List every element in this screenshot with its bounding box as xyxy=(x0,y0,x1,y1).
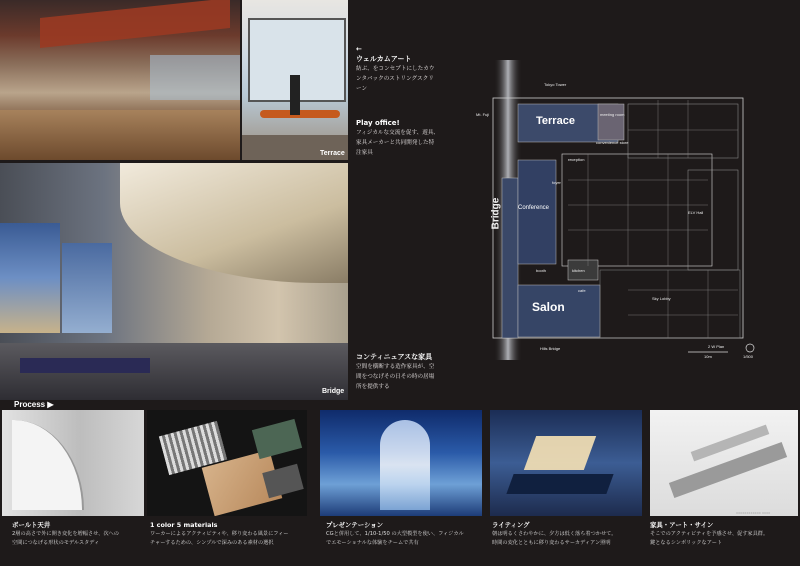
play-title: Play office! xyxy=(356,119,400,127)
plan-label-elv-hall: ELV Hall xyxy=(688,210,704,215)
welcome-title: ウェルカムアート xyxy=(356,55,412,63)
welcome-line: 紡ぶ、をコンセプトにしたカウ xyxy=(356,66,435,72)
plan-label-hills-bridge: Hills Bridge xyxy=(540,346,561,351)
plan-label-reception: reception xyxy=(568,157,585,162)
strip-caption-materials xyxy=(150,520,318,548)
play-office-text xyxy=(356,118,486,158)
strip-line: 空間につなげる形状のモデルスタディ xyxy=(12,540,100,546)
strip-caption-lighting xyxy=(492,520,642,548)
continuous-line: 所を提供する xyxy=(356,384,390,390)
strip-line: そこでのアクティビティを予感させ、促す家具群。 xyxy=(650,531,769,537)
strip-title: 1 color 5 materials xyxy=(150,521,218,529)
plan-label-bridge: Bridge xyxy=(490,197,502,230)
plan-label-meeting-room: meeting room xyxy=(600,112,625,117)
photo-interior-lounge xyxy=(0,0,240,160)
footer-text: xxxxxxxxxxxx xxxx xyxy=(736,511,771,515)
plan-label-plan-name: 2 W Plan xyxy=(708,344,725,349)
continuous-text xyxy=(356,352,486,392)
strip-caption-presentation xyxy=(326,520,486,548)
plan-label-convenience-store: convenience store xyxy=(596,140,629,145)
strip-title: ライティング xyxy=(492,521,530,529)
strip-image-furniture-art-sign xyxy=(650,410,798,516)
strip-line: でエモーショナルな体験をチームで共有 xyxy=(326,540,419,546)
plan-label-booth: booth xyxy=(536,268,547,273)
strip-line: 時間の変化とともに移り変わるサーカディアン照明 xyxy=(492,540,611,546)
photo-bridge xyxy=(0,163,348,400)
strip-caption-furniture xyxy=(650,520,800,548)
caption-bridge: Bridge xyxy=(322,388,345,395)
strip-line: チャーするための、シンプルで深みのある素材の選択 xyxy=(150,540,274,546)
plan-label-foyer: foyer xyxy=(552,180,561,185)
caption-terrace: Terrace xyxy=(320,150,345,157)
plan-label-tokyo-tower: Tokyo Tower xyxy=(544,82,567,87)
continuous-line: 空間を横断する造作家具が、空 xyxy=(356,364,435,370)
play-line: フィジカルな交流を促す、遊具、 xyxy=(356,130,440,136)
strip-image-vault-ceiling xyxy=(2,410,144,516)
plan-label-conference: Conference xyxy=(518,205,550,211)
strip-line: CGと併用して、1/10-1/50 の大型模型を使い、フィジカル xyxy=(326,531,464,537)
play-line: 注家具 xyxy=(356,150,373,156)
floor-plan xyxy=(476,60,778,360)
strip-image-presentation xyxy=(320,410,482,516)
strip-title: プレゼンテーション xyxy=(326,521,384,529)
plan-label-kitchen: kitchen xyxy=(572,268,585,273)
plan-label-sky-lobby: Sky Lobby xyxy=(652,296,671,301)
strip-image-materials xyxy=(147,410,307,516)
strip-line: 2層の高さで外に開き変化を増幅させ、次への xyxy=(12,531,119,537)
process-label: Process ▶ xyxy=(14,400,54,409)
strip-line: 朝は明るくさわやかに、夕方は低く落ち着つかせて。 xyxy=(492,531,617,537)
photo-terrace xyxy=(242,0,348,160)
strip-title: ボールト天井 xyxy=(12,521,51,529)
continuous-title: コンティニュアスな家具 xyxy=(356,353,433,361)
welcome-art-text xyxy=(356,44,486,94)
continuous-line: 間をつなげその日その時の居場 xyxy=(356,374,435,380)
plan-label-terrace: Terrace xyxy=(536,115,575,127)
strip-line: ワーカーによるアクティビティや、移り変わる風景にフィー xyxy=(150,531,289,537)
welcome-arrow: ← xyxy=(356,45,362,53)
plan-scale-ratio: 1/500 xyxy=(743,354,754,359)
strip-line: 鍵となるシンボリックなアート xyxy=(650,540,723,546)
plan-label-mt-fuji: Mt. Fuji xyxy=(476,112,490,117)
strip-caption-vault xyxy=(12,520,162,548)
play-line: 家具メーカーと共同開発した特 xyxy=(356,140,435,146)
plan-label-cafe: cafe xyxy=(578,288,586,293)
strip-title: 家具・アート・サイン xyxy=(650,521,714,529)
plan-label-salon: Salon xyxy=(532,300,565,314)
welcome-line: ンタバックのストリングスクリ xyxy=(356,76,434,82)
strip-image-lighting xyxy=(490,410,642,516)
plan-label-scale-bar: 10m xyxy=(704,354,712,359)
welcome-line: ーン xyxy=(356,86,368,92)
